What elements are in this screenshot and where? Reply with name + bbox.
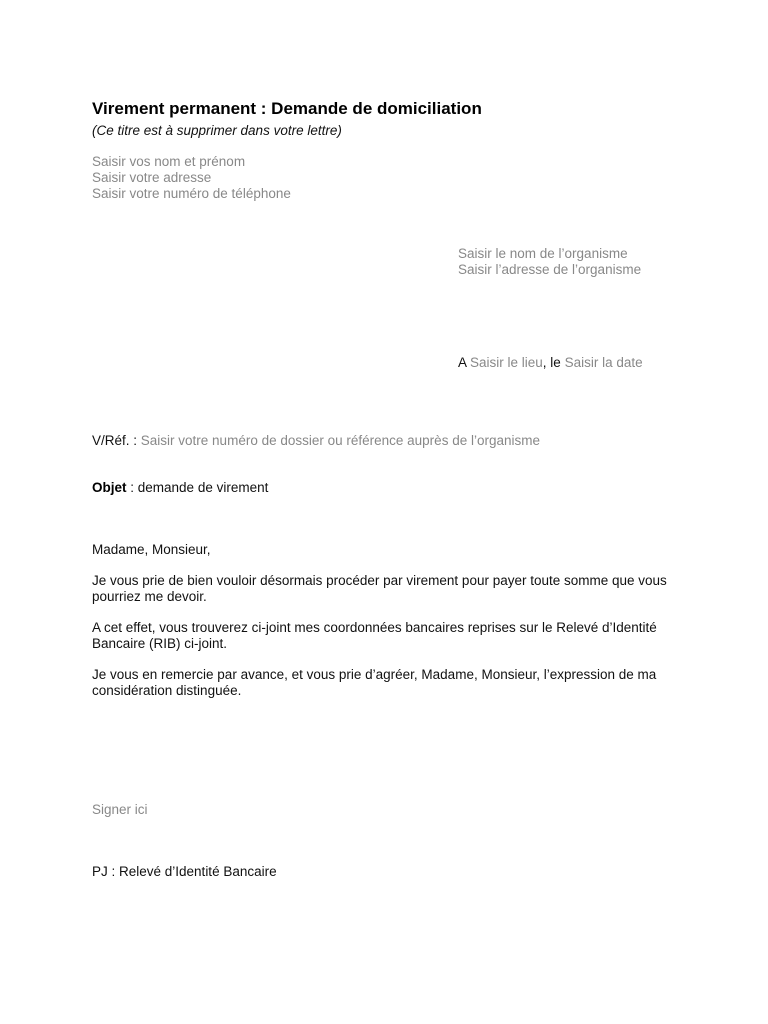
reference-line [92, 433, 540, 449]
recipient-block [458, 246, 641, 278]
sender-phone: Saisir votre numéro de téléphone [92, 186, 291, 201]
objet-line [92, 480, 268, 496]
reference-label: V/Réf. : [92, 433, 141, 448]
body-paragraph-3: Je vous en remercie par avance, et vous prie d’agréer, Madame, Monsieur, l’expression de ma considération distinguée. [92, 667, 657, 698]
dateline-connector: , le [542, 355, 565, 370]
sender-block [92, 154, 291, 202]
objet-value: : demande de virement [126, 480, 269, 495]
document-title: Virement permanent : Demande de domiciliation [92, 99, 482, 118]
objet-label: Objet [92, 480, 127, 495]
letter-body [92, 542, 672, 714]
signature-placeholder: Signer ici [92, 802, 148, 817]
attachment-line: PJ : Relevé d’Identité Bancaire [92, 864, 277, 879]
body-paragraph-2: A cet effet, vous trouverez ci-joint mes coordonnées bancaires reprises sur le Relevé d’Identité Bancaire (RIB) ci-joint. [92, 620, 657, 651]
reference-placeholder: Saisir votre numéro de dossier ou référence auprès de l’organisme [140, 433, 540, 448]
place-placeholder: Saisir le lieu [470, 355, 543, 370]
place-date-line [458, 355, 643, 371]
recipient-name: Saisir le nom de l’organisme [458, 246, 628, 261]
salutation: Madame, Monsieur, [92, 542, 211, 557]
sender-name: Saisir vos nom et prénom [92, 154, 246, 169]
body-paragraph-1: Je vous prie de bien vouloir désormais procéder par virement pour payer toute somme que vous pourriez me devoir. [92, 573, 667, 604]
sender-address: Saisir votre adresse [92, 170, 212, 185]
date-placeholder: Saisir la date [564, 355, 643, 370]
dateline-prefix: A [458, 355, 471, 370]
document-subtitle: (Ce titre est à supprimer dans votre lettre) [92, 123, 342, 138]
recipient-address: Saisir l’adresse de l’organisme [458, 262, 642, 277]
